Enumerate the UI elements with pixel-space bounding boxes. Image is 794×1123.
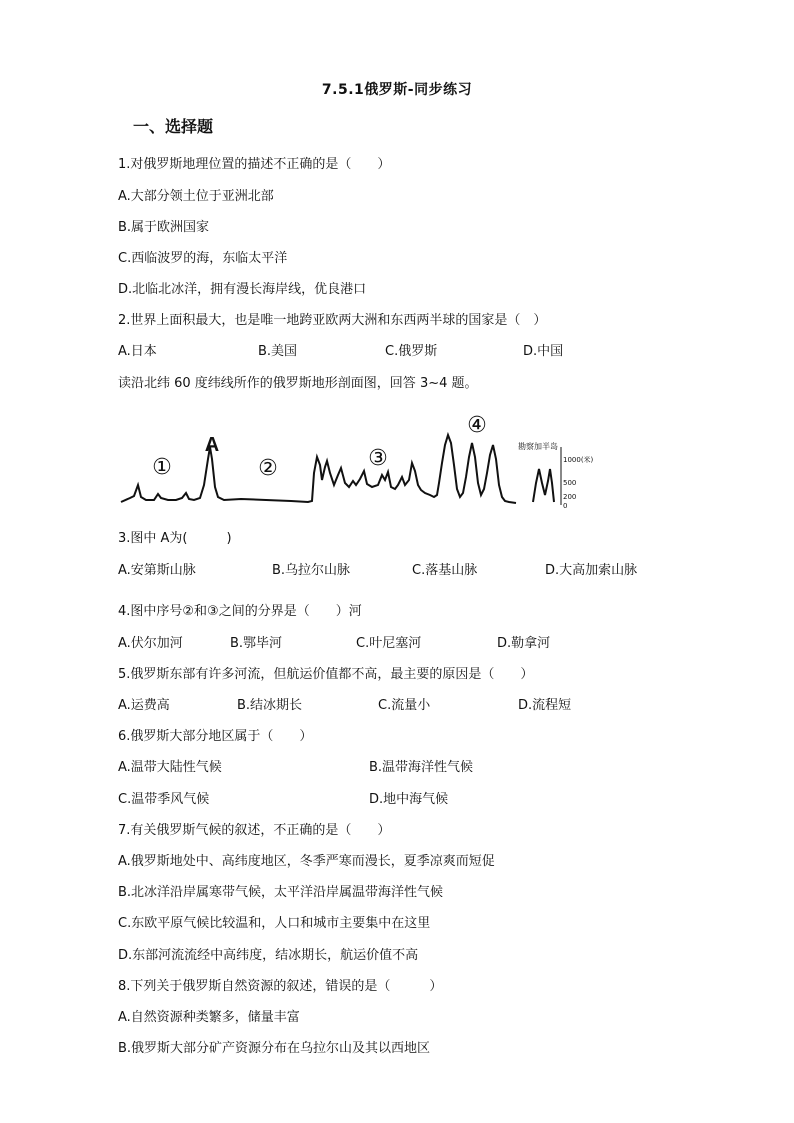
terrain-profile-line	[121, 435, 516, 503]
scale-0: 0	[563, 502, 568, 510]
question-4-stem: 4.图中序号②和③之间的分界是（ ）河	[118, 604, 362, 619]
question-4-option-b[interactable]: B.鄂毕河	[230, 636, 283, 651]
question-5-option-b[interactable]: B.结冰期长	[237, 698, 303, 713]
question-4-option-d[interactable]: D.勒拿河	[497, 636, 551, 651]
question-2-option-b[interactable]: B.美国	[258, 344, 298, 359]
label-1: ①	[152, 455, 172, 480]
question-8-stem: 8.下列关于俄罗斯自然资源的叙述，错误的是（ ）	[118, 979, 443, 994]
question-2-option-d[interactable]: D.中国	[523, 344, 564, 359]
question-6-option-d[interactable]: D.地中海气候	[369, 792, 449, 807]
question-7-stem: 7.有关俄罗斯气候的叙述，不正确的是（ ）	[118, 823, 391, 838]
question-7-option-c[interactable]: C.东欧平原气候比较温和，人口和城市主要集中在这里	[118, 916, 431, 931]
question-1-stem: 1.对俄罗斯地理位置的描述不正确的是（ ）	[118, 157, 391, 172]
page-title: 7.5.1俄罗斯-同步练习	[321, 82, 473, 98]
question-8-option-b[interactable]: B.俄罗斯大部分矿产资源分布在乌拉尔山及其以西地区	[118, 1041, 431, 1056]
scale-200: 200	[563, 493, 577, 501]
scale-unit: 1000(米)	[563, 456, 594, 464]
question-3-option-b[interactable]: B.乌拉尔山脉	[272, 563, 351, 578]
question-5-option-d[interactable]: D.流程短	[518, 698, 572, 713]
question-2-option-c[interactable]: C.俄罗斯	[385, 344, 438, 359]
question-6-stem: 6.俄罗斯大部分地区属于（ ）	[118, 729, 313, 744]
question-1-option-b[interactable]: B.属于欧洲国家	[118, 220, 210, 235]
question-6-option-b[interactable]: B.温带海洋性气候	[369, 760, 474, 775]
question-4-option-a[interactable]: A.伏尔加河	[118, 636, 183, 651]
question-5-stem: 5.俄罗斯东部有许多河流，但航运价值都不高，最主要的原因是（ ）	[118, 667, 534, 682]
scale-500: 500	[563, 479, 577, 487]
question-2-option-a[interactable]: A.日本	[118, 344, 157, 359]
question-1-option-a[interactable]: A.大部分领土位于亚洲北部	[118, 189, 274, 204]
question-3-option-d[interactable]: D.大高加索山脉	[545, 563, 638, 578]
question-6-option-c[interactable]: C.温带季风气候	[118, 792, 210, 807]
kamchatka-inset-line	[533, 469, 554, 502]
question-1-option-d[interactable]: D.北临北冰洋，拥有漫长海岸线，优良港口	[118, 282, 367, 297]
question-5-option-a[interactable]: A.运费高	[118, 698, 170, 713]
question-5-option-c[interactable]: C.流量小	[378, 698, 431, 713]
question-7-option-a[interactable]: A.俄罗斯地处中、高纬度地区，冬季严寒而漫长，夏季凉爽而短促	[118, 854, 495, 869]
inset-title: 勘察加半岛	[518, 442, 558, 451]
question-7-option-d[interactable]: D.东部河流流经中高纬度，结冰期长，航运价值不高	[118, 948, 419, 963]
question-3-option-c[interactable]: C.落基山脉	[412, 563, 478, 578]
question-2-stem: 2.世界上面积最大，也是唯一地跨亚欧两大洲和东西两半球的国家是（ ）	[118, 313, 547, 328]
terrain-profile-figure	[116, 405, 594, 520]
question-6-option-a[interactable]: A.温带大陆性气候	[118, 760, 222, 775]
question-3-option-a[interactable]: A.安第斯山脉	[118, 563, 196, 578]
label-4: ④	[467, 413, 487, 438]
label-2: ②	[258, 456, 278, 481]
question-3-stem: 3.图中 A为( )	[118, 531, 232, 546]
label-3: ③	[368, 446, 388, 471]
question-8-option-a[interactable]: A.自然资源种类繁多，储量丰富	[118, 1010, 300, 1025]
figure-intro: 读沿北纬 60 度纬线所作的俄罗斯地形剖面图，回答 3~4 题。	[118, 376, 478, 391]
question-4-option-c[interactable]: C.叶尼塞河	[356, 636, 422, 651]
question-1-option-c[interactable]: C.西临波罗的海，东临太平洋	[118, 251, 288, 266]
question-7-option-b[interactable]: B.北冰洋沿岸属寒带气候，太平洋沿岸属温带海洋性气候	[118, 885, 444, 900]
section-heading: 一、选择题	[133, 117, 214, 136]
label-a: A	[204, 434, 220, 456]
